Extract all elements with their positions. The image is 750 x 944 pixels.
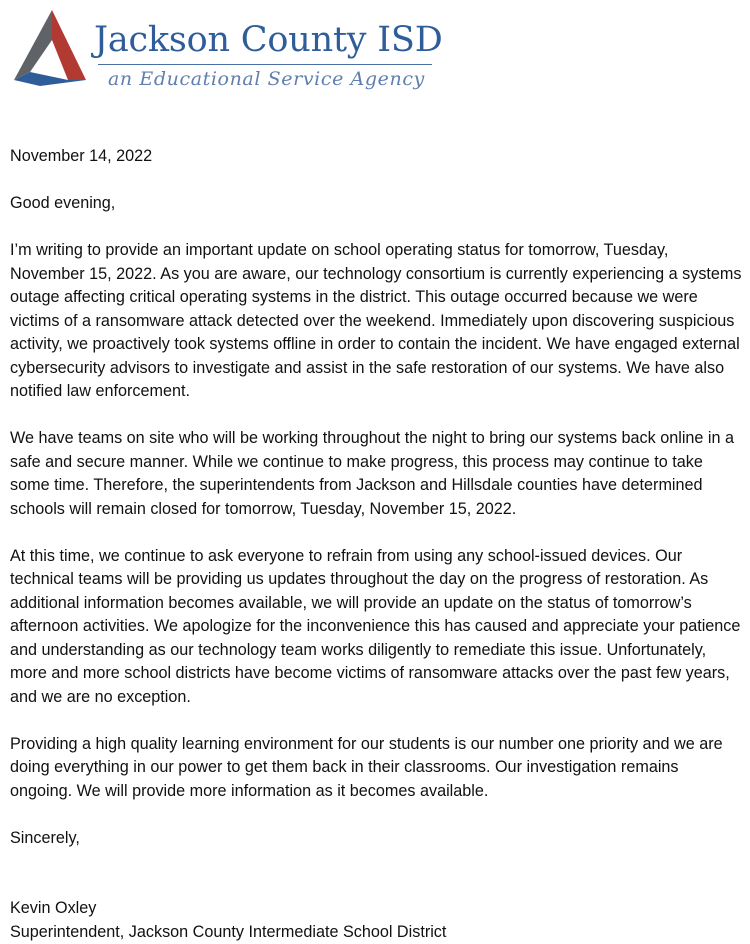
paragraph-status-update: I’m writing to provide an important update on school operating status for tomorrow, Tuesday, November 15, 2022. As you are aware, our technology consortium is currently experiencing a systems outage affecting critical operating systems in the district. This outage occurred because we were victims of a ransomware attack detected over the weekend. Immediately upon discovering suspicious activity, we proactively took systems offline in order to contain the incident. We have engaged external cybersecurity advisors to investigate and assist in the safe restoration of our systems. We have also notified law enforcement. — [10, 239, 744, 404]
triangle-logo-icon — [10, 6, 92, 88]
letterhead — [10, 6, 440, 98]
signer-title: Superintendent, Jackson County Intermediate School District — [10, 921, 744, 944]
letter-greeting: Good evening, — [10, 192, 744, 216]
letter-body — [10, 145, 744, 944]
paragraph-devices: At this time, we continue to ask everyone to refrain from using any school-issued devices. Our technical teams will be providing us updates throughout the day on the progress of restoration. As additional information becomes available, we will provide an update on the status of tomorrow’s afternoon activities. We apologize for the inconvenience this has caused and appreciate your patience and understanding as our technology team works diligently to remediate this issue. Unfortunately, more and more school districts have become victims of ransomware attacks over the past few years, and we are no exception. — [10, 545, 744, 710]
letter-date: November 14, 2022 — [10, 145, 744, 169]
organization-name: Jackson County ISD — [94, 20, 443, 60]
letter-closing: Sincerely, — [10, 827, 744, 851]
signer-name: Kevin Oxley — [10, 897, 744, 921]
paragraph-priority: Providing a high quality learning environment for our students is our number one priority and we are doing everything in our power to get them back in their classrooms. Our investigation remains ongoing. We will provide more information as it becomes available. — [10, 733, 744, 804]
paragraph-closure: We have teams on site who will be working throughout the night to bring our systems back online in a safe and secure manner. While we continue to make progress, this process may continue to take some time. Therefore, the superintendents from Jackson and Hillsdale counties have determined schools will remain closed for tomorrow, Tuesday, November 15, 2022. — [10, 427, 744, 521]
organization-tagline: an Educational Service Agency — [108, 66, 425, 92]
letterhead-divider — [98, 64, 432, 65]
